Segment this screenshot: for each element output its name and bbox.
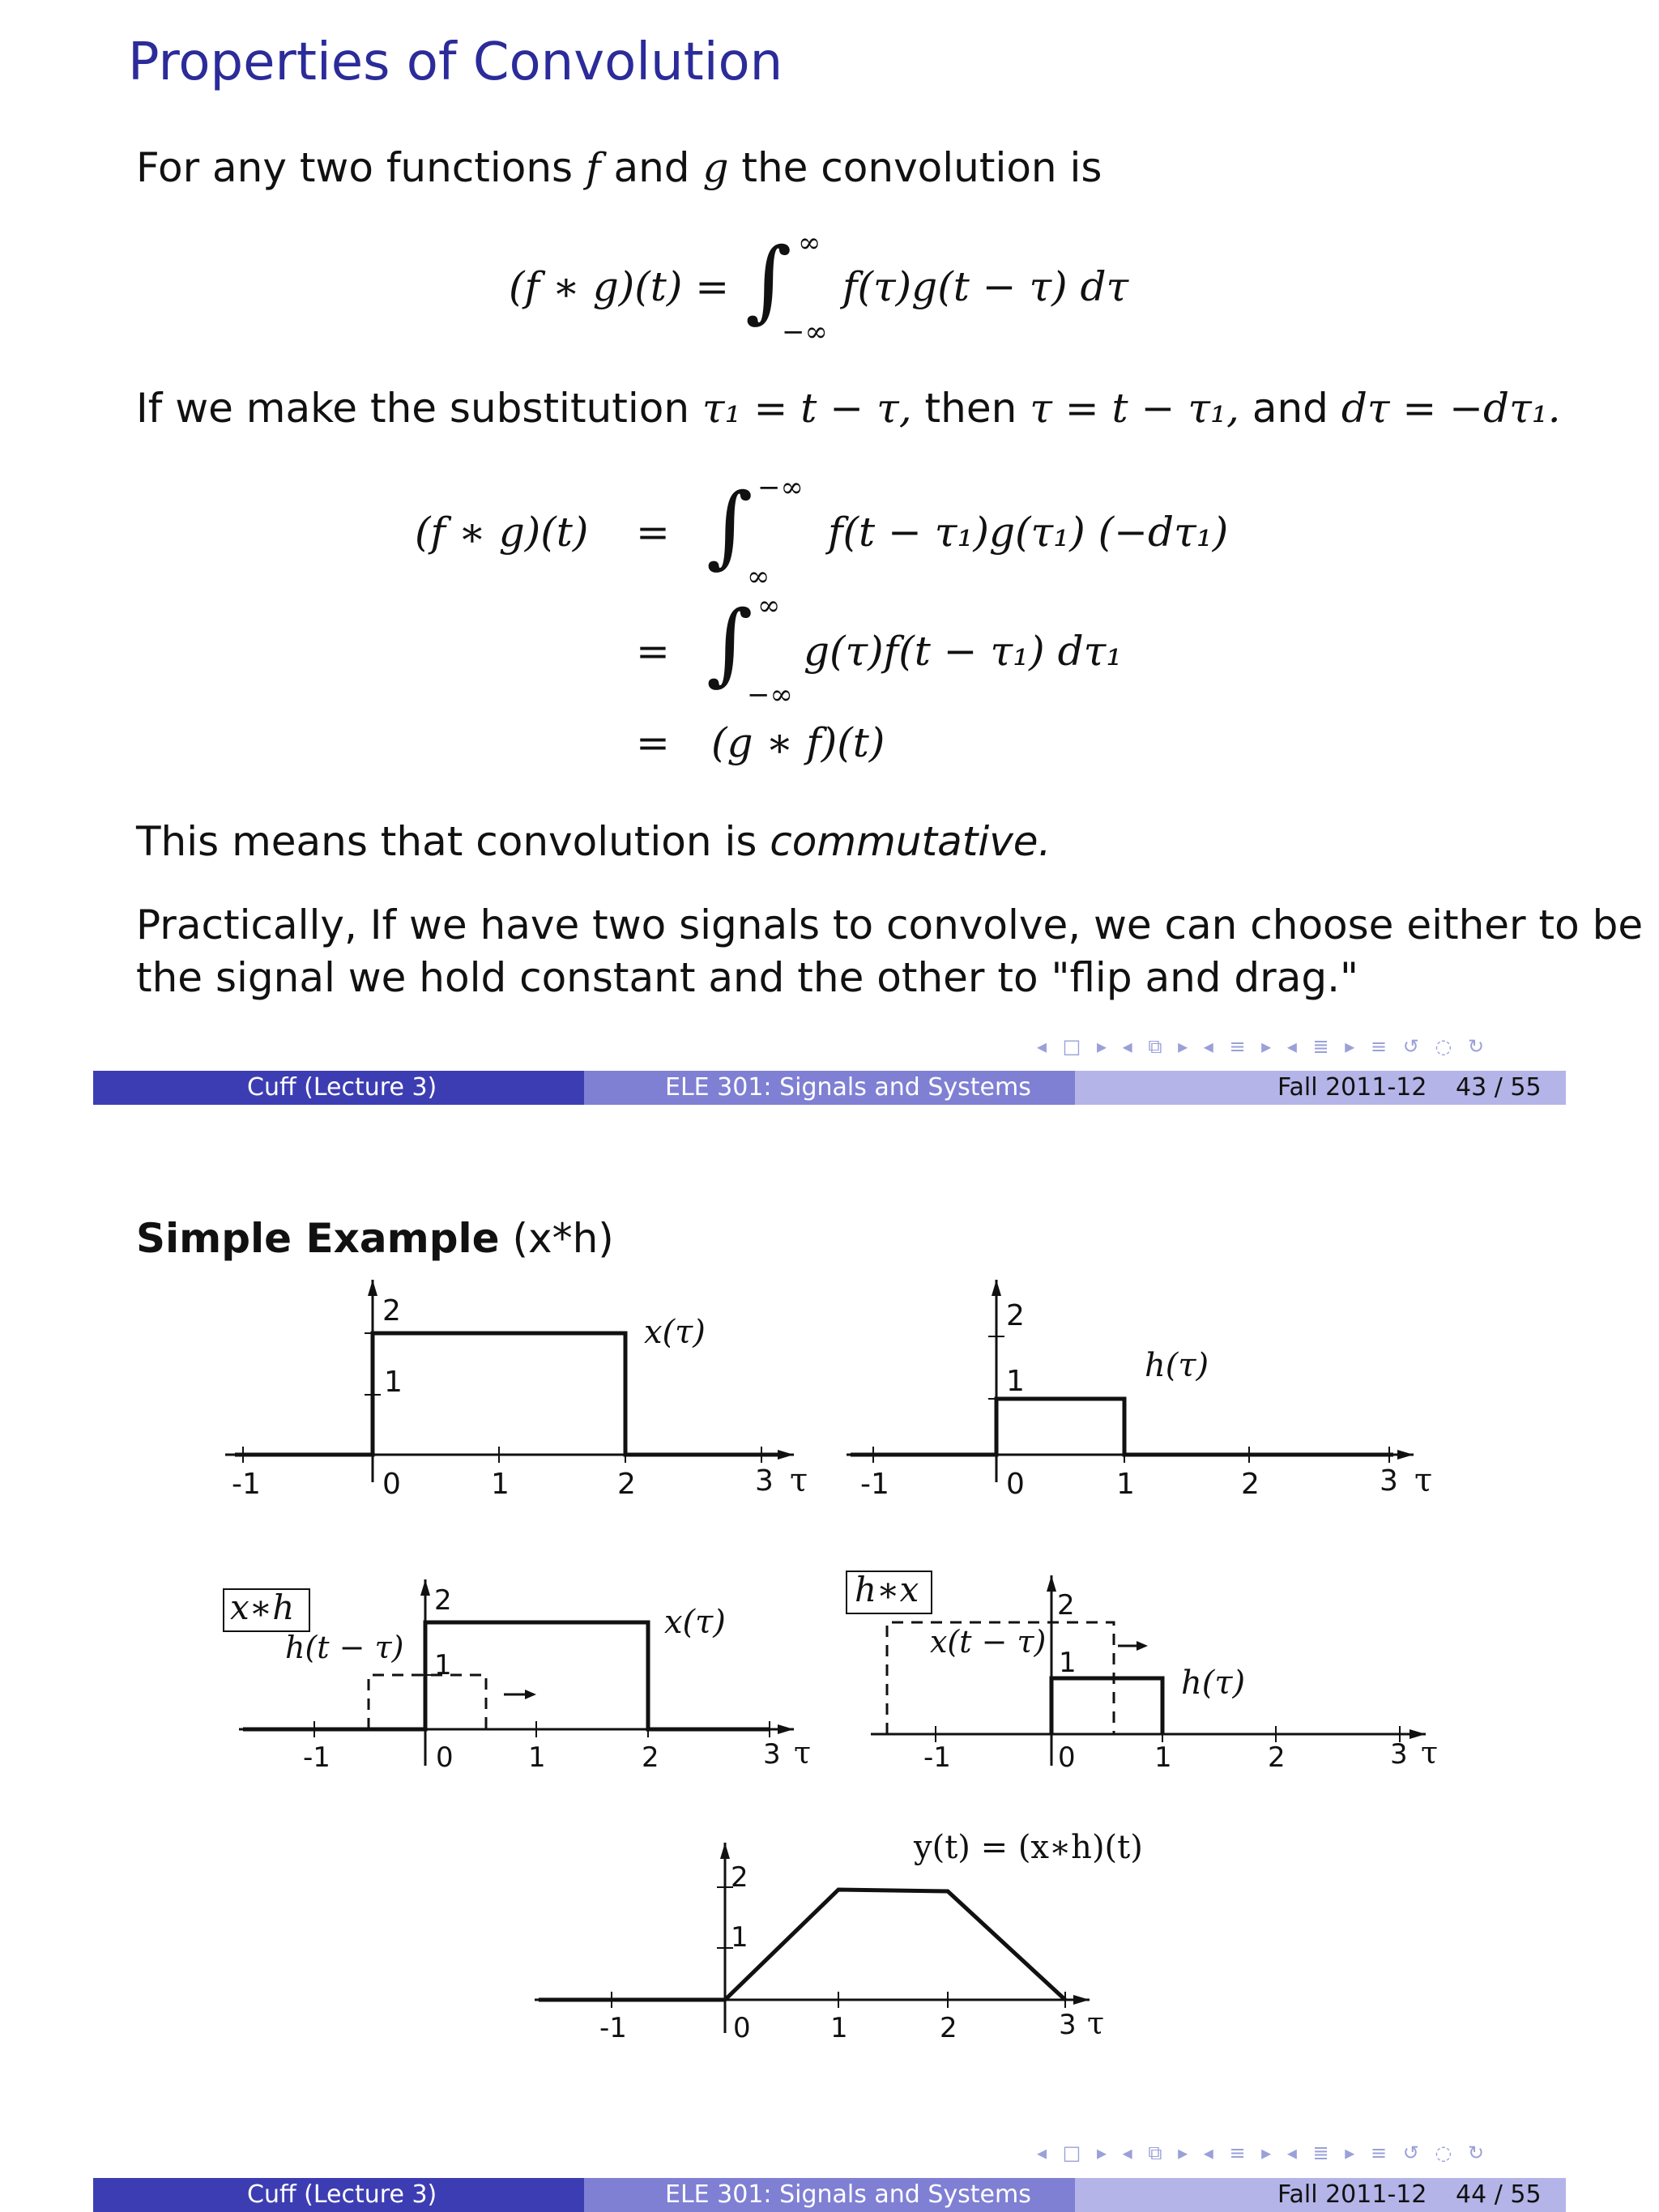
x-ytick-2: 2 [382, 1294, 401, 1328]
eq2-row2-lower: −∞ [747, 679, 793, 711]
eq2-equals-3: = [636, 719, 670, 766]
eq2-lhs: (f ∗ g)(t) [415, 509, 589, 556]
footer2-author: Cuff (Lecture 3) [93, 2178, 584, 2212]
footer-author: Cuff (Lecture 3) [93, 1071, 584, 1105]
intro-f: f [586, 144, 601, 191]
intro-g: g [702, 144, 729, 191]
eq2-row2-integrand: g(τ)f(t − τ₁) dτ₁ [804, 628, 1123, 675]
x-axis-tau: τ [790, 1462, 808, 1499]
eq1-upper: ∞ [798, 227, 821, 259]
x-tick-m1: -1 [232, 1468, 261, 1501]
xh-ytick-1: 1 [434, 1649, 452, 1681]
footer2-right [1075, 2178, 1566, 2212]
eq1-integrand: f(τ)g(t − τ) dτ [842, 263, 1129, 310]
eq1-lower: −∞ [782, 316, 828, 348]
beamer-nav-controls[interactable]: ◂ □ ▸ ◂ ⧉ ▸ ◂ ≡ ▸ ◂ ≣ ▸ ≡ ↺ ◌ ↻ [1037, 1035, 1490, 1058]
xh-ytick-2: 2 [434, 1584, 452, 1617]
y-tick-0: 0 [733, 2012, 751, 2044]
commutative-lead: This means that convolution is [136, 818, 757, 865]
hx-box-label: h∗x [855, 1570, 919, 1609]
sub-and: and [1252, 385, 1328, 432]
h-tick-m1: -1 [860, 1468, 889, 1501]
plot-h-conv-x [847, 1571, 1426, 1766]
y-tick-1: 1 [830, 2012, 848, 2044]
sub-expr1: τ₁ = t − τ, [702, 385, 912, 432]
x-ytick-1: 1 [384, 1366, 403, 1399]
sub-expr2: τ = t − τ₁, [1030, 385, 1239, 432]
hx-ytick-1: 1 [1059, 1647, 1077, 1679]
xh-flip-label: h(t − τ) [285, 1630, 404, 1665]
hx-ytick-2: 2 [1057, 1589, 1075, 1622]
footer-term: Fall 2011-12 [1277, 1073, 1427, 1102]
h-tick-1: 1 [1116, 1468, 1135, 1501]
xh-tick-0: 0 [436, 1741, 454, 1774]
h-ytick-2: 2 [1006, 1299, 1025, 1332]
intro-and: and [613, 144, 690, 191]
intro-part2: the convolution is [741, 144, 1102, 191]
hx-tick-1: 1 [1154, 1741, 1172, 1774]
x-tau-label: x(τ) [644, 1314, 706, 1351]
beamer-nav-controls-2[interactable]: ◂ □ ▸ ◂ ⧉ ▸ ◂ ≡ ▸ ◂ ≣ ▸ ≡ ↺ ◌ ↻ [1037, 2142, 1490, 2164]
eq2-row1-integrand: f(t − τ₁)g(τ₁) (−dτ₁) [828, 509, 1229, 556]
y-output-label: y(t) = (x∗h)(t) [914, 1829, 1143, 1866]
h-tick-0: 0 [1006, 1468, 1025, 1501]
xh-box-label: x∗h [230, 1588, 295, 1627]
hx-flip-label: x(t − τ) [930, 1624, 1047, 1660]
xh-axis-tau: τ [794, 1735, 812, 1771]
slide2-title-bold: Simple Example [136, 1215, 500, 1262]
footer-bar-2 [93, 2178, 1566, 2212]
footer2-course: ELE 301: Signals and Systems [584, 2178, 1075, 2212]
xh-tick-3: 3 [763, 1738, 781, 1771]
h-axis-tau: τ [1414, 1462, 1433, 1499]
xh-tick-2: 2 [642, 1741, 659, 1774]
hx-h-label: h(τ) [1181, 1664, 1246, 1702]
footer2-term: Fall 2011-12 [1277, 2180, 1427, 2209]
h-tau-label: h(τ) [1145, 1347, 1209, 1384]
commutative-word: commutative. [770, 818, 1051, 865]
xh-tick-m1: -1 [303, 1741, 331, 1774]
slide-title: Properties of Convolution [128, 32, 783, 92]
practical-line-2: the signal we hold constant and the other to "flip and drag." [136, 954, 1358, 1001]
integral-sign-3: ∫ [706, 591, 753, 695]
hx-tick-3: 3 [1390, 1738, 1408, 1771]
h-tick-2: 2 [1241, 1468, 1260, 1501]
x-tick-2: 2 [617, 1468, 636, 1501]
eq2-row2-upper: ∞ [757, 590, 781, 622]
y-tick-m1: -1 [599, 2012, 627, 2044]
practical-line-1: Practically, If we have two signals to convolve, we can choose either to be [136, 901, 1644, 948]
hx-tick-m1: -1 [923, 1741, 951, 1774]
x-tick-1: 1 [491, 1468, 510, 1501]
plot-h-tau [847, 1280, 1414, 1482]
footer2-page: 44 / 55 [1456, 2180, 1542, 2209]
sub-expr3: dτ = −dτ₁. [1341, 385, 1561, 432]
h-ytick-1: 1 [1006, 1365, 1025, 1398]
eq2-row1-lower: ∞ [747, 560, 770, 593]
slide2-title-rest: (x*h) [512, 1215, 614, 1262]
h-tick-3: 3 [1380, 1464, 1398, 1498]
intro-part1: For any two functions [136, 144, 574, 191]
eq2-row1-upper: −∞ [757, 471, 804, 504]
hx-tick-2: 2 [1268, 1741, 1286, 1774]
hx-tick-0: 0 [1058, 1741, 1076, 1774]
integral-sign-1: ∫ [745, 228, 792, 332]
xh-tick-1: 1 [528, 1741, 546, 1774]
y-axis-tau: τ [1087, 2005, 1105, 2041]
y-tick-3: 3 [1059, 2009, 1077, 2041]
plot-y-output [535, 1843, 1090, 2033]
plot-x-tau [225, 1280, 794, 1482]
x-tick-3: 3 [755, 1464, 774, 1498]
sub-text: If we make the substitution [136, 385, 690, 432]
integral-sign-2: ∫ [706, 474, 753, 578]
hx-axis-tau: τ [1421, 1735, 1439, 1771]
footer-page: 43 / 55 [1456, 1073, 1542, 1102]
eq2-equals-2: = [636, 628, 670, 675]
footer-course: ELE 301: Signals and Systems [584, 1071, 1075, 1105]
eq2-row3: (g ∗ f)(t) [711, 719, 885, 766]
x-tick-0: 0 [382, 1468, 401, 1501]
y-tick-2: 2 [940, 2012, 957, 2044]
xh-x-label: x(τ) [664, 1604, 726, 1641]
y-ytick-2: 2 [731, 1861, 748, 1894]
eq2-equals-1: = [636, 509, 670, 556]
eq1-lhs: (f ∗ g)(t) = [509, 263, 730, 310]
y-ytick-1: 1 [731, 1921, 748, 1954]
sub-then: then [924, 385, 1017, 432]
